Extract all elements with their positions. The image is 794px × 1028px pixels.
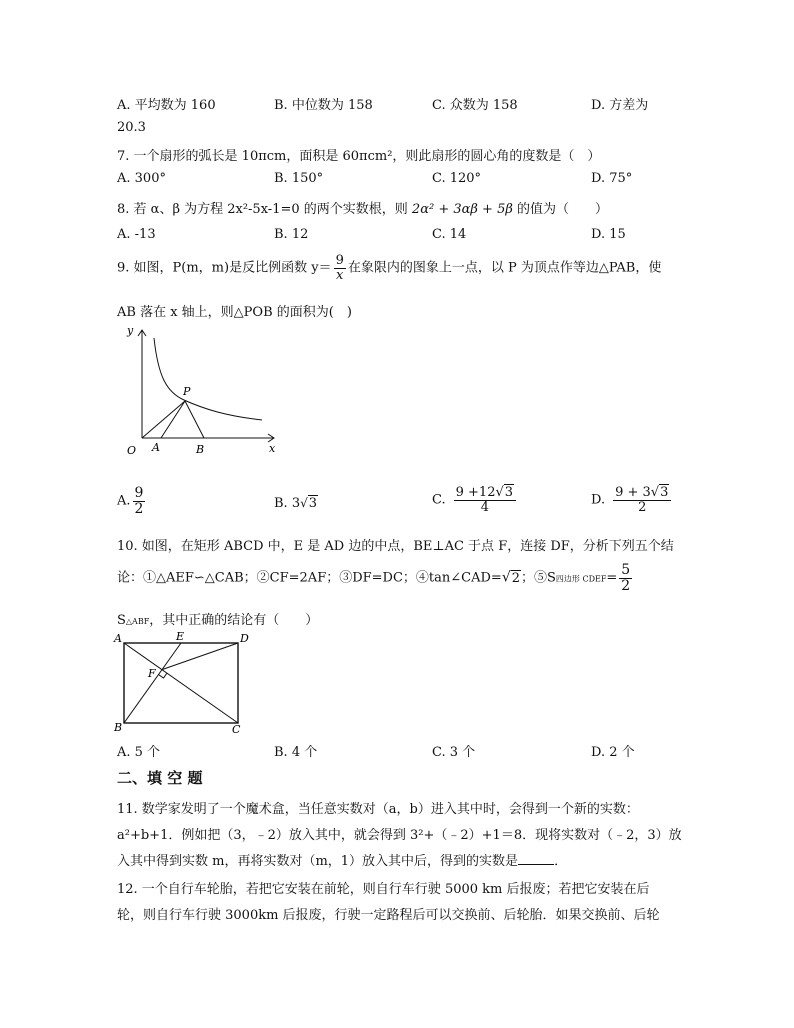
diagonal-ac (124, 643, 238, 723)
q9-option-a-denominator: 2 (134, 500, 144, 517)
q9-option-d-radicand: 3 (660, 485, 669, 500)
q10-line2-fraction (619, 563, 632, 593)
q9-option-a-fraction (133, 486, 146, 516)
q11-line3 (117, 850, 567, 869)
segment-op (142, 401, 185, 438)
q9-fraction (334, 254, 346, 282)
q10-option-d: D. 2 个 (591, 745, 635, 760)
q9-option-d-numerator-text: 9 + 3 (615, 485, 651, 500)
q7-option-d: D. 75° (591, 171, 633, 186)
q7-option-c: C. 120° (432, 171, 482, 186)
q9-option-a-numerator: 9 (134, 485, 144, 501)
q8-stem-start: 8. 若 α、β 为方程 2x²-5x-1=0 的两个实数根，则 (117, 202, 408, 217)
q11-line1: 11. 数学家发明了一个魔术盒，当任意实数对（a，b）进入其中时，会得到一个新的实数： (117, 802, 639, 817)
q10-option-c: C. 3 个 (432, 745, 476, 760)
q9-option-b-radicand: 3 (308, 496, 318, 511)
q9-option-b: B. 3√3 (274, 496, 318, 511)
q10-stem-line1: 10. 如图，在矩形 ABCD 中，E 是 AD 边的中点，BE⊥AC 于点 F，连接 DF，分析下列五个结 (117, 539, 674, 554)
q9-stem-start: 9. 如图，P(m，m)是反比例函数 y＝ (117, 260, 332, 276)
q9-option-a-label: A. (117, 493, 131, 509)
q9-option-d-fraction (613, 486, 671, 514)
q11-line2: a²+b+1．例如把（3，﹣2）放入其中，就会得到 3²+（﹣2）+1＝8．现将实数对（﹣2，3）放 (117, 828, 682, 843)
q11-line3-end: ． (554, 854, 568, 869)
q8-option-c: C. 14 (432, 227, 467, 242)
q12-line1: 12. 一个自行车轮胎，若把它安装在前轮，则自行车行驶 5000 km 后报废；若把它安装在后 (117, 882, 650, 897)
q6-option-d-continued: 20.3 (117, 120, 146, 135)
q9-option-c-label: C. (432, 492, 446, 508)
segment-df (162, 643, 238, 670)
fig9-label-y: y (127, 324, 134, 337)
q12-line2: 轮，则自行车行驶 3000km 后报废，行驶一定路程后可以交换前、后轮胎．如果交换前、后轮 (117, 908, 660, 923)
q10-line2-equals: = (606, 570, 618, 586)
q11-line3-text: 入其中得到实数 m，再将实数对（m，1）放入其中后，得到的实数是 (117, 854, 519, 869)
q10-line3-s: S (117, 613, 126, 628)
q10-line2-subscript: 四边形 CDEF (555, 574, 607, 584)
fig9-label-p: P (183, 385, 191, 398)
q8-option-b: B. 12 (274, 227, 309, 242)
section-fill-in-blank-heading: 二、填 空 题 (117, 769, 203, 787)
fig10-label-f: F (148, 667, 156, 680)
q7-stem: 7. 一个扇形的弧长是 10πcm，面积是 60πcm²，则此扇形的圆心角的度数是（ ） (117, 149, 601, 164)
q9-option-d-numerator: 9 + 3√3 (613, 486, 671, 501)
q8-stem-end: 的值为（ ） (517, 202, 609, 217)
fig9-label-a: A (152, 441, 160, 454)
q10-line3-subscript: △ABF (125, 617, 150, 626)
q9-option-b-label: B. 3 (274, 496, 301, 511)
segment-be (124, 643, 181, 723)
q9-option-d-label: D. (591, 492, 606, 508)
q6-option-d: D. 方差为 (591, 98, 649, 113)
q9-option-d-denominator: 2 (638, 499, 647, 515)
q9-option-d (591, 486, 673, 514)
q6-option-b: B. 中位数为 158 (274, 98, 373, 113)
q8-stem (117, 198, 608, 217)
q9-stem-line1 (117, 254, 661, 282)
q9-fraction-denominator: x (336, 267, 344, 283)
hyperbola-curve (154, 338, 262, 420)
q9-stem-mid: 在象限内的图象上一点，以 P 为顶点作等边△PAB，使 (347, 260, 662, 276)
q9-stem-line2: AB 落在 x 轴上，则△POB 的面积为( ) (117, 305, 352, 320)
q9-fraction-numerator: 9 (335, 253, 344, 268)
q7-option-b: B. 150° (274, 171, 324, 186)
segment-ap (161, 401, 185, 438)
q9-option-c (432, 486, 518, 514)
q10-option-b: B. 4 个 (274, 745, 318, 760)
q9-option-c-denominator: 4 (480, 499, 489, 515)
fig10-label-b: B (114, 721, 123, 734)
q8-option-d: D. 15 (591, 227, 626, 242)
q6-option-c: C. 众数为 158 (432, 98, 518, 113)
q9-option-c-radicand: 3 (504, 485, 514, 500)
q8-option-a: A. -13 (117, 227, 156, 242)
q9-option-c-fraction (454, 486, 516, 514)
q10-option-a: A. 5 个 (117, 745, 161, 760)
fig10-label-d: D (240, 632, 249, 645)
fig9-label-x: x (269, 442, 276, 455)
right-angle-mark-icon (159, 673, 168, 678)
fig10-label-e: E (176, 630, 185, 643)
q10-line2-start: 论：①△AEF∽△CAB；②CF=2AF；③DF=DC；④tan∠CAD= (117, 570, 502, 586)
fig9-label-o: O (127, 444, 137, 457)
q10-line2-numerator: 5 (621, 562, 631, 578)
q9-figure (114, 320, 284, 460)
q7-option-a: A. 300° (117, 171, 166, 186)
q10-stem-line2: 论：①△AEF∽△CAB；②CF=2AF；③DF=DC；④tan∠CAD=√2；⑤S四边形 CDEF= $\frac{5}{2}$ (117, 562, 631, 594)
q11-answer-blank (518, 852, 554, 865)
q10-line3-rest: ，其中正确的结论有（ ） (149, 613, 319, 628)
q10-stem-line3 (117, 609, 318, 628)
q10-line2-radicand: 2 (511, 570, 521, 586)
q9-option-a (117, 486, 147, 516)
q9-option-c-numerator: 9 +12√3 (454, 486, 516, 501)
fig10-label-c: C (232, 723, 241, 735)
q9-option-c-numerator-text: 9 +12 (455, 485, 496, 500)
q10-line2-denominator: 2 (621, 577, 631, 594)
q6-option-a: A. 平均数为 160 (117, 98, 216, 113)
q8-expression: 2α² + 3αβ + 5β (411, 202, 513, 217)
q10-line2-s: ；⑤S (521, 570, 556, 586)
fig9-label-b: B (196, 443, 205, 456)
q10-figure (112, 630, 257, 735)
fig10-label-a: A (114, 632, 122, 645)
